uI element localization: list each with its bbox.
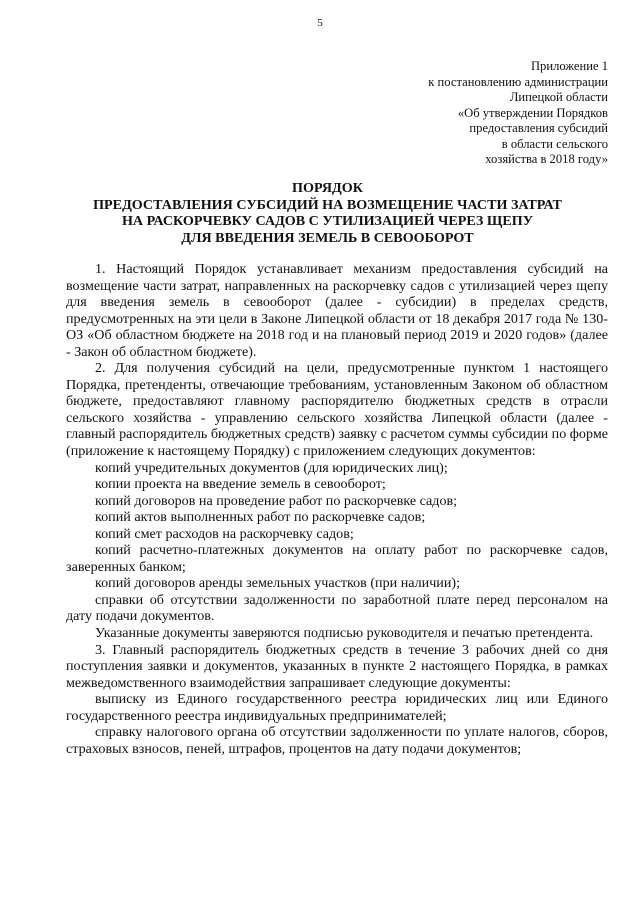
list-item-document: копий договоров аренды земельных участков (при наличии); [95, 575, 460, 592]
title-line: ПОРЯДОК [292, 180, 363, 196]
list-item-document: копий договоров на проведение работ по раскорчевке садов; [95, 492, 458, 509]
paragraph-clause-1: 1. Настоящий Порядок устанавливает механизм предоставления субсидий на возмещение части затрат, направленных на раскорчевку садов с утилизацией через щепу для введения земель в севооборот (далее - субсидии) в пределах средств, предусмотренных на эти цели в Законе Липецкой области от 18 декабря 2017 года № 130-ОЗ «Об областном бюджете на 2018 год и на плановый период 2019 и 2020 годов» (далее - Закон об областном бюджете). [66, 261, 608, 360]
title-line: ДЛЯ ВВЕДЕНИЯ ЗЕМЕЛЬ В СЕВООБОРОТ [181, 229, 474, 246]
appendix-line: Липецкой области [509, 90, 608, 104]
paragraph-certification: Указанные документы заверяются подписью руководителя и печатью претендента. [95, 625, 594, 642]
paragraph-clause-3: 3. Главный распорядитель бюджетных средств в течение 3 рабочих дней со дня поступления заявки и документов, указанных в пункте 2 настоящего Порядка, в рамках межведомственного взаимодействия запрашивает следующие документы: [66, 641, 608, 691]
document-body [66, 261, 608, 757]
list-item-document: справки об отсутствии задолженности по заработной плате перед персоналом на дату подачи документов. [66, 591, 608, 625]
appendix-line: хозяйства в 2018 году» [485, 152, 608, 166]
appendix-line: к постановлению администрации [428, 74, 608, 89]
list-item-document: копий учредительных документов (для юридических лиц); [95, 459, 448, 476]
list-item-requested-document: справку налогового органа об отсутствии задолженности по уплате налогов, сборов, страховых взносов, пеней, штрафов, процентов на дату подачи документов; [66, 724, 608, 757]
appendix-line: Приложение 1 [530, 59, 608, 73]
document-title [60, 180, 595, 246]
appendix-line: в области сельского [501, 136, 608, 151]
appendix-line: предоставления субсидий [469, 121, 608, 135]
appendix-line: «Об утверждении Порядков [457, 105, 608, 120]
appendix-header [348, 59, 608, 168]
list-item-document: копий смет расходов на раскорчевку садов; [95, 525, 354, 542]
list-item-document: копии проекта на введение земель в севооборот; [95, 476, 386, 493]
title-line: ПРЕДОСТАВЛЕНИЯ СУБСИДИЙ НА ВОЗМЕЩЕНИЕ ЧАСТИ ЗАТРАТ [93, 196, 562, 213]
list-item-document: копий актов выполненных работ по раскорчевке садов; [95, 509, 426, 526]
paragraph-clause-2: 2. Для получения субсидий на цели, предусмотренные пунктом 1 настоящего Порядка, претенденты, отвечающие требованиям, установленным Законом об областном бюджете, предоставляют главному распорядителю бюджетных средств в отрасли сельского хозяйства - управлению сельского хозяйства Липецкой области (далее - главный распорядитель бюджетных средств) заявку с расчетом суммы субсидии по форме (приложение к настоящему Порядку) с приложением следующих документов: [66, 360, 608, 460]
page-number: 5 [317, 17, 323, 29]
title-line: НА РАСКОРЧЕВКУ САДОВ С УТИЛИЗАЦИЕЙ ЧЕРЕЗ ЩЕПУ [121, 213, 534, 229]
list-item-document: копий расчетно-платежных документов на оплату работ по раскорчевке садов, заверенных банком; [66, 542, 608, 575]
list-item-requested-document: выписку из Единого государственного реестра юридических лиц или Единого государственного реестра индивидуальных предпринимателей; [66, 691, 608, 724]
